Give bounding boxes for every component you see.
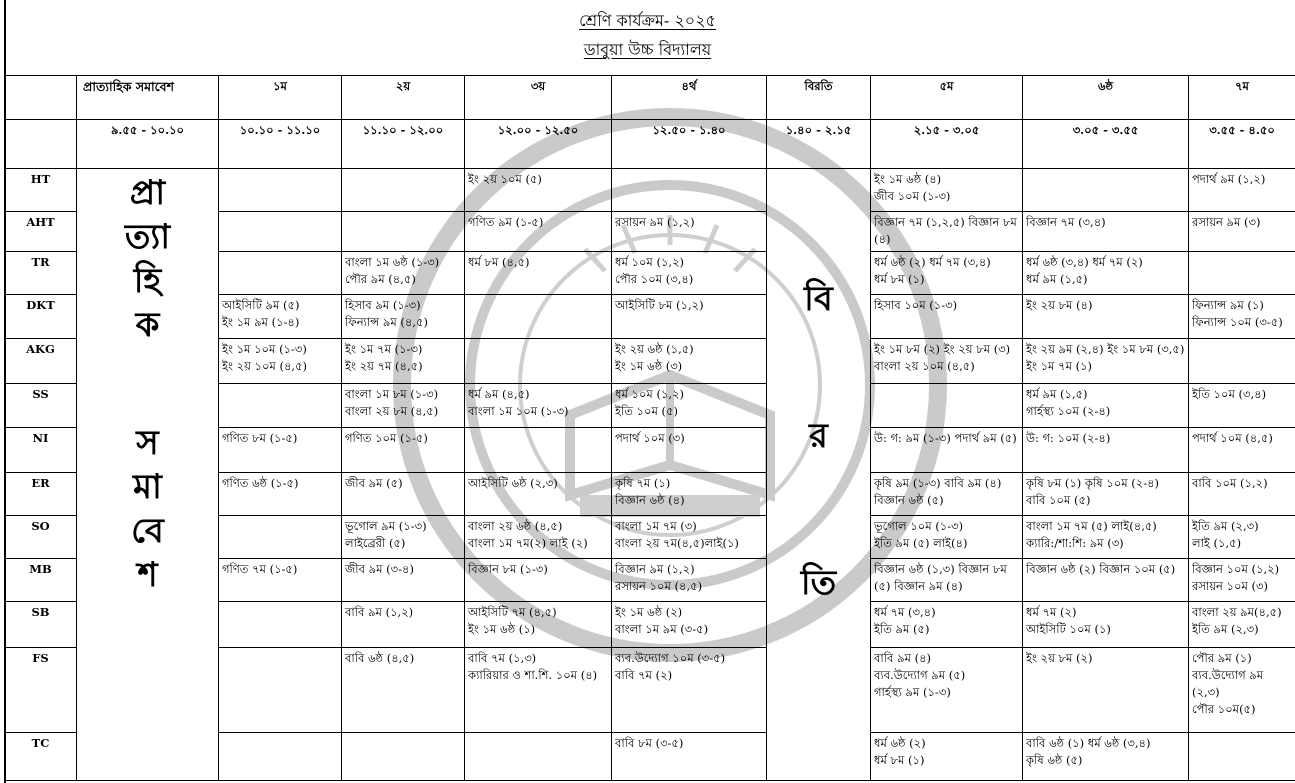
schedule-cell <box>1189 251 1295 295</box>
period-assembly-header: প্রাত্যাহিক সমাবেশ <box>77 76 219 120</box>
teacher-row <box>5 169 1295 212</box>
time-row <box>5 119 1295 169</box>
assembly-letter: ক <box>135 305 160 346</box>
schedule-cell: ভূগোল ১০ম (১-৩) ইতি ৯ম (৫) লাই(৪) <box>871 515 1023 559</box>
schedule-cell: পদার্থ ১০ম (৪,৫) <box>1189 428 1295 473</box>
period-header: ৫ম <box>871 76 1023 120</box>
schedule-cell <box>219 251 342 295</box>
schedule-cell: ইতি ১০ম (৩,৪) <box>1189 383 1295 428</box>
schedule-cell: আইসিটি ৮ম (১,২) <box>612 295 767 339</box>
break-column <box>767 169 871 781</box>
assembly-letter: হি <box>133 261 162 302</box>
teacher-code: TR <box>5 251 77 295</box>
schedule-cell: রসায়ন ৯ম (৩) <box>1189 212 1295 252</box>
schedule-cell <box>871 383 1023 428</box>
schedule-cell: বিজ্ঞান ৬ষ্ঠ (২) বিজ্ঞান ১০ম (৫) <box>1023 559 1189 602</box>
period-header: ৪র্থ <box>612 76 767 120</box>
period-header: ৩য় <box>465 76 612 120</box>
schedule-cell: বাবি ১০ম (১,২) <box>1189 473 1295 516</box>
break-letter: বি <box>804 279 833 320</box>
schedule-cell: গণিত ৯ম (১-৫) <box>465 212 612 252</box>
schedule-cell <box>612 169 767 212</box>
schedule-cell: ইতি ৯ম (২,৩) লাই (১,৫) <box>1189 515 1295 559</box>
assembly-column <box>77 169 219 781</box>
schedule-cell: বাবি ৬ষ্ঠ (১) ধর্ম ৬ষ্ঠ (৩,৪) কৃষি ৬ষ্ঠ (৫) <box>1023 733 1189 781</box>
period-header: ৬ষ্ঠ <box>1023 76 1189 120</box>
period-header: ২য় <box>342 76 465 120</box>
school-name: ডাবুয়া উচ্চ বিদ্যালয় <box>583 40 712 59</box>
teacher-code: HT <box>5 169 77 212</box>
schedule-cell: ইং ১ম ৬ষ্ঠ (৪) জীব ১০ম (১-৩) <box>871 169 1023 212</box>
schedule-cell: ধর্ম ৯ম (৪,৫) বাংলা ১ম ১০ম (১-৩) <box>465 383 612 428</box>
period-header: বিরতি <box>767 76 871 120</box>
time-slot: ৩.৫৫ - ৪.৫০ <box>1189 119 1295 169</box>
schedule-cell: বাবি ৮ম (৩-৫) <box>612 733 767 781</box>
assembly-letter: বে <box>131 511 164 552</box>
schedule-cell: বাবি ৭ম (১,৩) ক্যারিয়ার ও শা.শি. ১০ম (৪) <box>465 647 612 732</box>
schedule-cell: উ: গ: ৯ম (১-৩) পদার্থ ৯ম (৫) <box>871 428 1023 473</box>
teacher-code: SB <box>5 602 77 648</box>
corner-cell <box>5 76 77 120</box>
time-slot: ১.৪০ - ২.১৫ <box>767 119 871 169</box>
schedule-cell: ফিন্যান্স ৯ম (১) ফিন্যান্স ১০ম (৩-৫) <box>1189 295 1295 339</box>
schedule-cell: কৃষি ৯ম (১-৩) বাবি ৯ম (৪) বিজ্ঞান ৬ষ্ঠ (৫) <box>871 473 1023 516</box>
schedule-cell: ইং ১ম ১০ম (১-৩) ইং ২য় ১০ম (৪,৫) <box>219 339 342 384</box>
schedule-cell: ধর্ম ৭ম (৩,৪) ইতি ৯ম (৫) <box>871 602 1023 648</box>
period-header-row <box>5 76 1295 120</box>
time-slot: ১২.০০ - ১২.৫০ <box>465 119 612 169</box>
schedule-cell: জীব ৯ম (৫) <box>342 473 465 516</box>
schedule-cell: ইং ১ম ৮ম (২) ইং ২য় ৮ম (৩) বাংলা ২য় ১০ম (৪,৫) <box>871 339 1023 384</box>
schedule-cell <box>219 602 342 648</box>
schedule-cell: ভূগোল ৯ম (১-৩) লাইব্রেরী (৫) <box>342 515 465 559</box>
time-slot: ১১.১০ - ১২.০০ <box>342 119 465 169</box>
schedule-cell: বাংলা ১ম ৮ম (১-৩) বাংলা ২য় ৮ম (৪,৫) <box>342 383 465 428</box>
schedule-cell: ধর্ম ৮ম (৪,৫) <box>465 251 612 295</box>
schedule-cell: পদার্থ ৯ম (১,২) <box>1189 169 1295 212</box>
schedule-cell: জীব ৯ম (৩-৪) <box>342 559 465 602</box>
assembly-letter: স <box>136 423 159 464</box>
schedule-cell: বাংলা ১ম ৭ম (৩) বাংলা ২য় ৭ম(৪,৫)লাই(১) <box>612 515 767 559</box>
time-slot: ২.১৫ - ৩.০৫ <box>871 119 1023 169</box>
schedule-cell: গণিত ৬ষ্ঠ (১-৫) <box>219 473 342 516</box>
routine-table <box>4 75 1295 781</box>
time-slot: ৯.৫৫ - ১০.১০ <box>77 119 219 169</box>
schedule-cell <box>465 733 612 781</box>
assembly-gap <box>80 347 215 421</box>
period-header: ১ম <box>219 76 342 120</box>
schedule-cell: বাংলা ২য় ৯ম(৪,৫) ইতি ৯ম (২,৩) <box>1189 602 1295 648</box>
schedule-cell: ইং ২য় ৮ম (২) <box>1023 647 1189 732</box>
schedule-cell: ইং ১ম ৬ষ্ঠ (২) বাংলা ১ম ৯ম (৩-৫) <box>612 602 767 648</box>
schedule-cell <box>465 339 612 384</box>
schedule-cell: ইং ২য় ৬ষ্ঠ (১,৫) ইং ১ম ৬ষ্ঠ (৩) <box>612 339 767 384</box>
schedule-cell: ধর্ম ৬ষ্ঠ (২) ধর্ম ৮ম (১) <box>871 733 1023 781</box>
schedule-cell: বাংলা ২য় ৬ষ্ঠ (৪,৫) বাংলা ১ম ৭ম(২) লাই (২) <box>465 515 612 559</box>
schedule-cell <box>465 428 612 473</box>
schedule-cell <box>219 212 342 252</box>
schedule-cell: পদার্থ ১০ম (৩) <box>612 428 767 473</box>
schedule-cell: আইসিটি ৬ষ্ঠ (২,৩) <box>465 473 612 516</box>
time-corner-cell <box>5 119 77 169</box>
schedule-cell: ধর্ম ৬ষ্ঠ (২) ধর্ম ৭ম (৩,৪) ধর্ম ৮ম (১) <box>871 251 1023 295</box>
assembly-letter: ত্যা <box>124 217 171 258</box>
schedule-cell: বিজ্ঞান ৭ম (৩,৪) <box>1023 212 1189 252</box>
schedule-cell: গণিত ১০ম (১-৫) <box>342 428 465 473</box>
schedule-cell: হিসাব ১০ম (১-৩) <box>871 295 1023 339</box>
schedule-cell: ইং ২য় ১০ম (৫) <box>465 169 612 212</box>
schedule-cell <box>1189 339 1295 384</box>
assembly-letter: মা <box>133 467 162 508</box>
routine-title: শ্রেণি কার্যক্রম- ২০২৫ <box>579 11 716 30</box>
schedule-cell: বিজ্ঞান ৮ম (১-৩) <box>465 559 612 602</box>
teacher-code: FS <box>5 647 77 732</box>
teacher-code: AKG <box>5 339 77 384</box>
schedule-cell: বিজ্ঞান ১০ম (১,২) রসায়ন ১০ম (৩) <box>1189 559 1295 602</box>
break-letter: র <box>809 416 828 457</box>
time-slot: ৩.০৫ - ৩.৫৫ <box>1023 119 1189 169</box>
schedule-cell <box>219 169 342 212</box>
teacher-code: SO <box>5 515 77 559</box>
teacher-code: MB <box>5 559 77 602</box>
teacher-code: SS <box>5 383 77 428</box>
schedule-cell: বাবি ৯ম (৪) ব্যব.উদ্যোগ ৯ম (৫) গার্হস্থ্য ৯ম (১-৩) <box>871 647 1023 732</box>
schedule-cell <box>465 295 612 339</box>
schedule-cell: ইং ২য় ৯ম (২,৪) ইং ১ম ৮ম (৩,৫) ইং ১ম ৭ম (১) <box>1023 339 1189 384</box>
teacher-code: NI <box>5 428 77 473</box>
schedule-cell: গণিত ৭ম (১-৫) <box>219 559 342 602</box>
schedule-cell: ধর্ম ৬ষ্ঠ (৩,৪) ধর্ম ৭ম (২) ধর্ম ৯ম (১,৫) <box>1023 251 1189 295</box>
teacher-code: DKT <box>5 295 77 339</box>
schedule-cell: ইং ১ম ৭ম (১-৩) ইং ২য় ৭ম (৪,৫) <box>342 339 465 384</box>
assembly-letter: প্রা <box>129 173 166 214</box>
schedule-cell: বিজ্ঞান ৯ম (১,২) রসায়ন ১০ম (৪,৫) <box>612 559 767 602</box>
schedule-cell: ধর্ম ১০ম (১,২) পৌর ১০ম (৩,৪) <box>612 251 767 295</box>
schedule-cell: বিজ্ঞান ৬ষ্ঠ (১,৩) বিজ্ঞান ৮ম (৫) বিজ্ঞান ৯ম (৪) <box>871 559 1023 602</box>
schedule-cell <box>342 733 465 781</box>
schedule-cell: আইসিটি ৭ম (৪,৫) ইং ১ম ৬ষ্ঠ (১) <box>465 602 612 648</box>
assembly-letter: শ <box>137 555 158 596</box>
schedule-cell: হিসাব ৯ম (১-৩) ফিন্যান্স ৯ম (৪,৫) <box>342 295 465 339</box>
schedule-cell: উ: গ: ১০ম (২-৪) <box>1023 428 1189 473</box>
schedule-cell <box>342 212 465 252</box>
schedule-cell: বাবি ৯ম (১,২) <box>342 602 465 648</box>
schedule-cell: রসায়ন ৯ম (১,২) <box>612 212 767 252</box>
schedule-cell <box>219 515 342 559</box>
schedule-cell <box>219 383 342 428</box>
schedule-cell: ইং ২য় ৮ম (৪) <box>1023 295 1189 339</box>
teacher-code: TC <box>5 733 77 781</box>
schedule-cell: ধর্ম ৭ম (২) আইসিটি ১০ম (১) <box>1023 602 1189 648</box>
schedule-cell <box>1023 169 1189 212</box>
schedule-cell: ব্যব.উদ্যোগ ১০ম (৩-৫) বাবি ৭ম (২) <box>612 647 767 732</box>
schedule-cell: বাংলা ১ম ৭ম (৫) লাই(৪,৫) ক্যারি:/শা:শি: ৯ম (৩) <box>1023 515 1189 559</box>
schedule-cell: গণিত ৮ম (১-৫) <box>219 428 342 473</box>
schedule-cell <box>1189 733 1295 781</box>
break-letter: তি <box>800 563 837 604</box>
schedule-cell: ধর্ম ১০ম (১,২) ইতি ১০ম (৫) <box>612 383 767 428</box>
schedule-cell <box>219 647 342 732</box>
teacher-code: ER <box>5 473 77 516</box>
schedule-cell <box>219 733 342 781</box>
schedule-cell: আইসিটি ৯ম (৫) ইং ১ম ৯ম (১-৪) <box>219 295 342 339</box>
teacher-code: AHT <box>5 212 77 252</box>
schedule-cell: কৃষি ৭ম (১) বিজ্ঞান ৬ষ্ঠ (৪) <box>612 473 767 516</box>
schedule-cell: বাংলা ১ম ৬ষ্ঠ (১-৩) পৌর ৯ম (৪,৫) <box>342 251 465 295</box>
time-slot: ১২.৫০ - ১.৪০ <box>612 119 767 169</box>
schedule-cell: বাবি ৬ষ্ঠ (৪,৫) <box>342 647 465 732</box>
schedule-cell <box>342 169 465 212</box>
period-header: ৭ম <box>1189 76 1295 120</box>
schedule-cell: পৌর ৯ম (১) ব্যব.উদ্যোগ ৯ম (২,৩) পৌর ১০ম(৫) <box>1189 647 1295 732</box>
time-slot: ১০.১০ - ১১.১০ <box>219 119 342 169</box>
routine-body <box>5 76 1295 781</box>
schedule-cell: ধর্ম ৯ম (১,৫) গার্হস্থ্য ১০ম (২-৪) <box>1023 383 1189 428</box>
schedule-cell: বিজ্ঞান ৭ম (১,২,৫) বিজ্ঞান ৮ম (৪) <box>871 212 1023 252</box>
schedule-cell: কৃষি ৮ম (১) কৃষি ১০ম (২-৪) বাবি ১০ম (৫) <box>1023 473 1189 516</box>
